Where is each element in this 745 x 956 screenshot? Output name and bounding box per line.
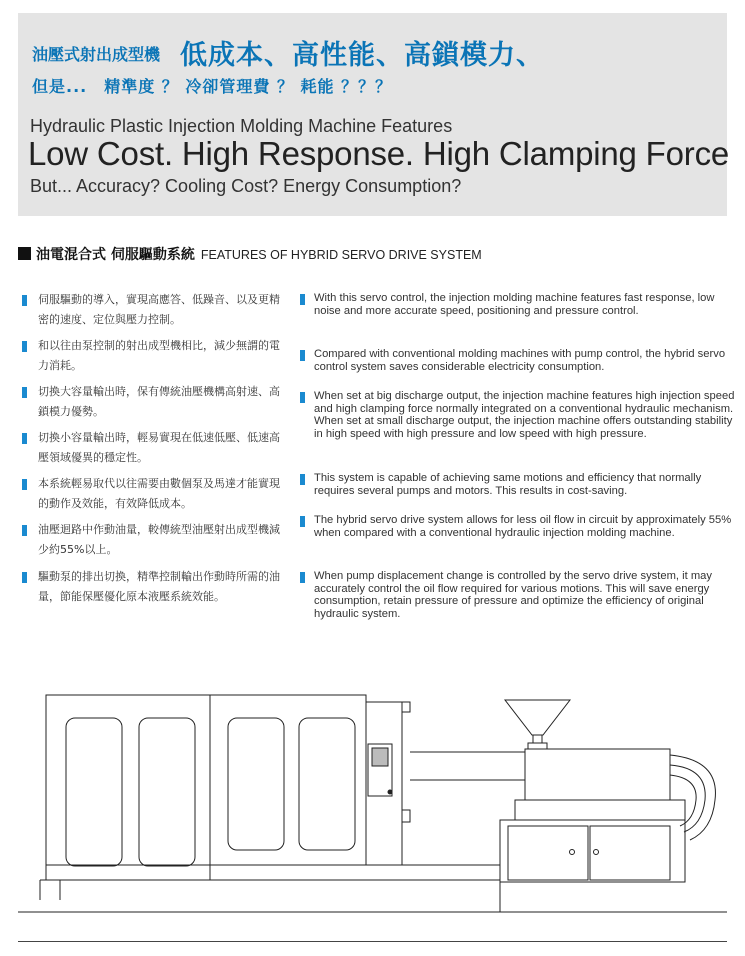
en-subtitle: Hydraulic Plastic Injection Molding Machine Features [30,116,453,136]
bullet-icon [300,392,305,403]
safety-window-3 [228,718,284,850]
feature-zh-item: 本系統輕易取代以往需要由數個泵及馬達才能實現的動作及效能，有效降低成本。 [22,474,286,514]
power-button-icon [388,790,392,794]
feature-zh-item: 油壓迴路中作動油量，較傳統型油壓射出成型機減少約55%以上。 [22,520,286,560]
bullet-icon [22,525,27,536]
injection-unit [525,749,670,800]
safety-window-4 [299,718,355,850]
feature-zh-item: 和以往由泵控制的射出成型機相比，減少無謂的電力消耗。 [22,336,286,376]
bullet-icon [300,516,305,527]
feature-zh-item: 驅動泵的排出切換，精準控制輸出作動時所需的油量，節能保壓優化原本液壓系統效能。 [22,567,286,607]
safety-window-1 [66,718,122,866]
feature-en-item: With this servo control, the injection molding machine features fast response, low noise and more accurate speed, positioning and pressure control. [300,292,739,317]
bullet-icon [22,479,27,490]
bullet-icon [300,572,305,583]
bullet-icon [22,341,27,352]
clamp-unit [46,695,210,880]
square-bullet-icon [18,247,31,260]
feature-zh-item: 切換小容量輸出時，輕易實現在低速低壓、低速高壓領域優異的穩定性。 [22,428,286,468]
hopper [505,700,570,735]
feature-en-item: When pump displacement change is controlled by the servo drive system, it may accurately control the oil flow required for various motions. This will save energy consumption, retain pressure of pressure and optimize the efficiency of original hydraulic system. [300,570,739,620]
en-title: Low Cost. High Response. High Clamping Force [28,135,730,172]
feature-en-item: The hybrid servo drive system allows for less oil flow in circuit by approximately 55% when compared with a conventional hydraulic injection molding machine. [300,514,739,539]
en-questions: But... Accuracy? Cooling Cost? Energy Consumption? [30,176,462,196]
bullet-icon [22,572,27,583]
bullet-icon [22,295,27,306]
zh-features-title: 低成本、高性能、高鎖模力、 [180,40,545,71]
control-cabinet [366,702,402,865]
bullet-icon [22,387,27,398]
feature-zh-item: 伺服驅動的導入，實現高應答、低躁音、以及更精密的速度、定位與壓力控制。 [22,290,286,330]
bullet-icon [300,294,305,305]
base-cabinet [500,820,685,882]
header-banner [18,13,730,216]
zh-machine-type: 油壓式射出成型機 [32,45,161,64]
feature-en-item: This system is capable of achieving same motions and efficiency that normally requires several pumps and motors. This results in cost-saving. [300,472,739,497]
feature-en-item: When set at big discharge output, the injection machine features high injection speed and high clamping force normally integrated on a conventional hydraulic mechanism. When set at small discharge output, the injection machine offers outstanding stability in high speed with high pressure and low speed with high pressure. [300,390,739,440]
footer-divider [18,941,727,942]
section-title-en: FEATURES OF HYBRID SERVO DRIVE SYSTEM [200,248,482,262]
injection-molding-machine-illustration [0,680,745,925]
zh-headline [32,33,544,72]
feature-en-item: Compared with conventional molding machines with pump control, the hybrid servo control system saves considerable electricity consumption. [300,348,739,373]
section-heading [18,244,482,264]
control-screen-icon [372,748,388,766]
bullet-icon [22,433,27,444]
guard-door [210,695,366,865]
feature-zh-item: 切換大容量輸出時，保有傳統油壓機構高射速、高鎖模力優勢。 [22,382,286,422]
section-title-zh: 油電混合式 伺服驅動系統 [36,247,195,263]
bullet-icon [300,474,305,485]
zh-questions: 但是... 精準度 ？ 冷卻管理費 ？ 耗能 ？？？ [32,77,393,96]
safety-window-2 [139,718,195,866]
bullet-icon [300,350,305,361]
